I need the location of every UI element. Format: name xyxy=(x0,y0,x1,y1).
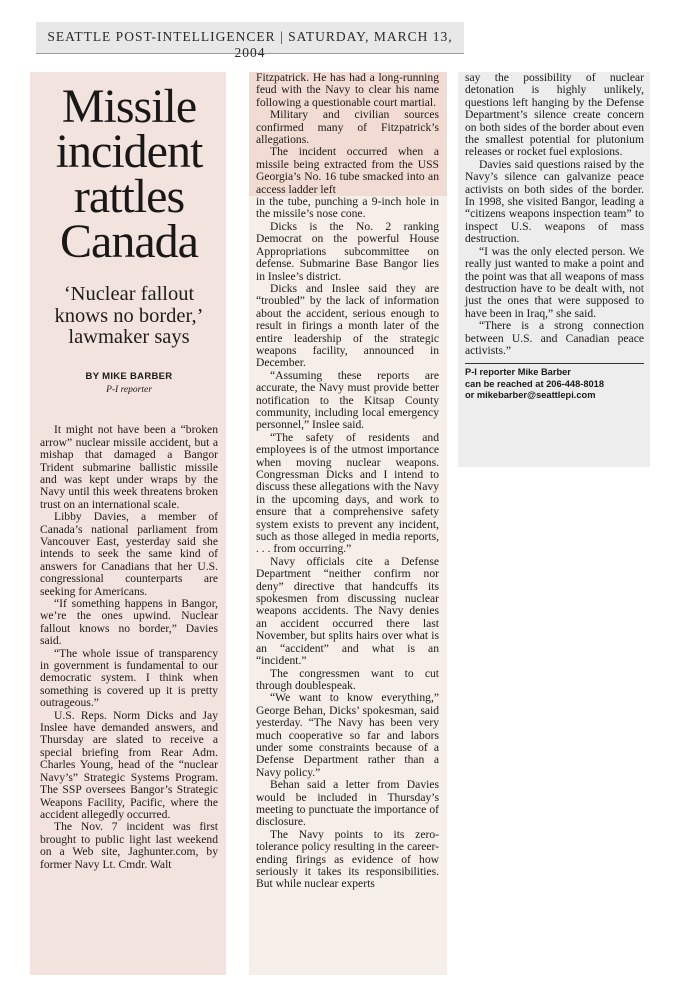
contact-line: P-I reporter Mike Barber xyxy=(465,367,571,378)
paragraph: say the possibility of nuclear detonation is highly unlikely, questions left hanging by the Defense Department’s silence create concern on both sides of the border about even the smallest potential for plutonium releases or rocket fuel explosions. xyxy=(465,71,644,159)
paragraph: Fitzpatrick. He has had a long-running feud with the Navy to clear his name following a questionable court martial. xyxy=(256,71,439,109)
headline: Missile incident rattles Canada xyxy=(55,80,203,268)
paragraph: Dicks and Inslee said they are “troubled” by the lack of information about the accident, serious enough to result in firings a month later of the entire leadership of the strategic weapons facility, announced in December. xyxy=(256,281,439,370)
subheadline: ‘Nuclear fallout knows no border,’ lawmaker says xyxy=(54,283,204,348)
paragraph: “There is a strong connection between U.S. and Canadian peace activists.” xyxy=(465,319,644,357)
byline-role: P-I reporter xyxy=(106,384,152,395)
divider xyxy=(465,363,644,364)
contact-line: can be reached at 206-448-8018 xyxy=(465,378,605,389)
paragraph: It might not have been a “broken arrow” nuclear missile accident, but a mishap that damaged a Bangor Trident submarine ballistic missile and was kept under wraps by the Navy until this week threatens broken trust on an international scale. xyxy=(40,423,218,511)
paragraph: The Nov. 7 incident was first brought to public light last weekend on a Web site, Jaghunter.com, by former Navy Lt. Cmdr. Walt xyxy=(40,820,218,871)
paragraph: “If something happens in Bangor, we’re the ones upwind. Nuclear fallout knows no border,” Davies said. xyxy=(40,597,218,648)
paragraph: “The safety of residents and employees is of the utmost importance when moving nuclear weapons. Congressman Dicks and I intend to discuss these allegations with the Navy in the upcoming days, and work to ensure that a comprehensive safety system exists to prevent any incident, such as those alleged in media reports, . . . from occurring.” xyxy=(256,430,439,556)
article-column-2 xyxy=(249,72,447,975)
paragraph: Military and civilian sources confirmed many of Fitzpatrick’s allegations. xyxy=(256,108,439,147)
paragraph: in the tube, punching a 9-inch hole in the missile’s nose cone. xyxy=(256,195,439,221)
paragraph: Libby Davies, a member of Canada’s national parliament from Vancouver East, yesterday said she intends to seek the same kind of answers for Canadians that her U.S. congressional counterparts are seeking for Americans. xyxy=(40,510,218,598)
paragraph: U.S. Reps. Norm Dicks and Jay Inslee have demanded answers, and Thursday are slated to receive a special briefing from Rear Adm. Charles Young, head of the “nuclear Navy’s” Strategic Systems Program. The SSP oversees Bangor’s Strategic Weapons Facility, Pacific, where the accident allegedly occurred. xyxy=(40,708,218,821)
paragraph: “I was the only elected person. We really just wanted to make a point and the point was that all weapons of mass destruction have to be dealt with, not just the ones that were supposed to have been in Iraq,” she said. xyxy=(465,244,644,320)
article-column-1 xyxy=(30,72,226,975)
column-2-top xyxy=(249,72,447,196)
paragraph: The congressmen want to cut through doublespeak. xyxy=(256,666,439,692)
article-column-3 xyxy=(458,72,650,467)
column-1-body xyxy=(40,424,218,871)
masthead-text: SEATTLE POST-INTELLIGENCER | SATURDAY, MARCH 13, 2004 xyxy=(47,29,453,60)
paragraph: “We want to know everything,” George Behan, Dicks’ spokesman, said yesterday. “The Navy has been very much cooperative so far and labors under some constraints because of a Defense Department rather than a Navy policy.” xyxy=(256,691,439,779)
contact-line: or mikebarber@seattlepi.com xyxy=(465,390,596,401)
paragraph: Behan said a letter from Davies would be included in Thursday’s meeting to punctuate the importance of disclosure. xyxy=(256,778,439,829)
paragraph: “The whole issue of transparency in government is fundamental to our democratic system. I think when something is covered up it is pretty outrageous.” xyxy=(40,646,218,710)
masthead xyxy=(36,22,464,60)
paragraph: The incident occurred when a missile being extracted from the USS Georgia’s No. 16 tube smacked into an access ladder left xyxy=(256,145,439,196)
paragraph: The Navy points to its zero-tolerance policy resulting in the career-ending firings as evidence of how seriously it takes its responsibilities. But while nuclear experts xyxy=(256,827,439,891)
paragraph: “Assuming these reports are accurate, the Navy must provide better notification to the Kitsap County community, including local emergency personnel,” Inslee said. xyxy=(256,368,439,432)
reporter-contact xyxy=(465,367,644,402)
byline: BY MIKE BARBER xyxy=(85,370,173,382)
paragraph: Davies said questions raised by the Navy’s silence can galvanize peace activists on both sides of the border. In 1998, she visited Bangor, leading a “citizens weapons inspection team” to inspect U.S. weapons of mass destruction. xyxy=(465,157,644,246)
paragraph: Dicks is the No. 2 ranking Democrat on the powerful House Appropriations subcommittee on defense. Submarine Base Bangor lies in Inslee’s district. xyxy=(256,219,439,283)
paragraph: Navy officials cite a Defense Department “neither confirm nor deny” directive that handcuffs its spokesmen from discussing nuclear weapons accidents. The Navy denies an accident occurred there last November, but splits hairs over what is an “accident” and what is an “incident.” xyxy=(256,554,439,668)
